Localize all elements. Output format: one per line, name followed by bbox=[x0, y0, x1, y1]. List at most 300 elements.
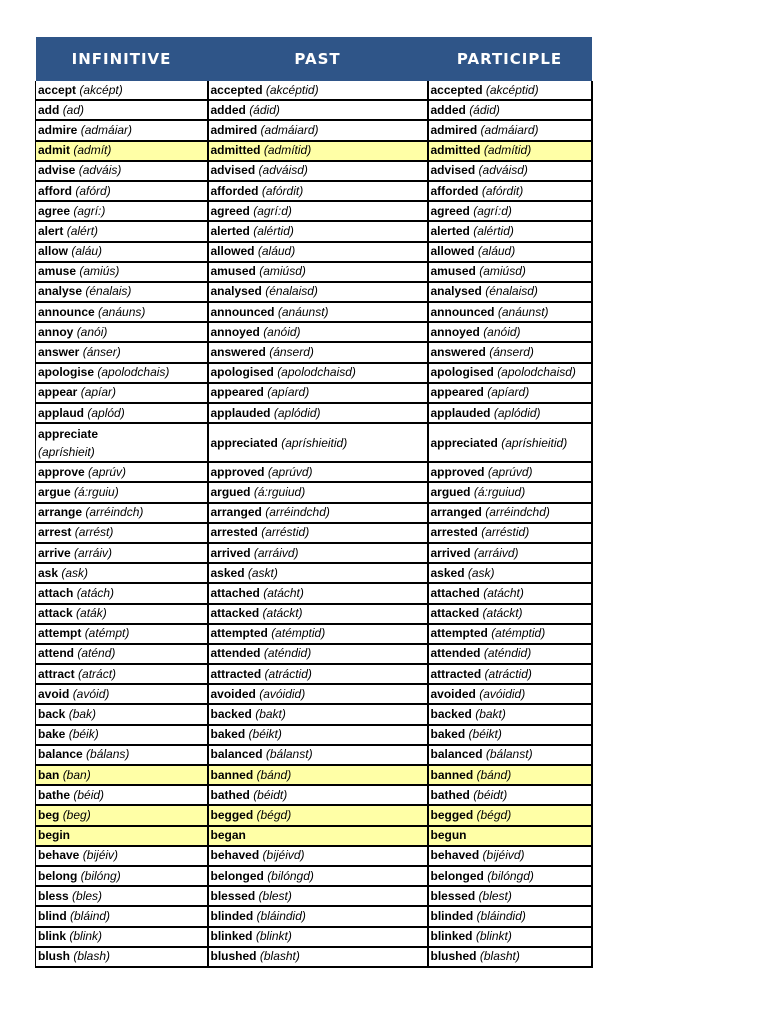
pronunciation: (afórd) bbox=[75, 183, 111, 198]
infinitive-cell bbox=[36, 785, 208, 805]
verb-form: attempted bbox=[210, 626, 268, 641]
participle-cell bbox=[428, 302, 592, 322]
verb-form: agreed bbox=[430, 203, 470, 218]
pronunciation: (aprúvd) bbox=[487, 464, 533, 479]
verb-form: avoided bbox=[430, 686, 476, 701]
table-row bbox=[36, 846, 592, 866]
verb-form: begged bbox=[430, 807, 474, 822]
pronunciation: (agrí:) bbox=[73, 203, 106, 218]
participle-cell bbox=[428, 906, 592, 926]
pronunciation: (ad) bbox=[62, 102, 85, 117]
pronunciation: (blasht) bbox=[479, 949, 520, 964]
verb-form: accepted bbox=[210, 82, 263, 97]
verb-form: analysed bbox=[210, 284, 262, 299]
verb-form: accepted bbox=[430, 82, 483, 97]
pronunciation: (alértid) bbox=[253, 223, 294, 238]
verb-form: analyse bbox=[38, 284, 83, 299]
pronunciation: (apríshieitid) bbox=[501, 435, 568, 450]
table-row bbox=[36, 583, 592, 603]
pronunciation: (á:rguiud) bbox=[253, 484, 306, 499]
verb-form: arrest bbox=[38, 525, 72, 540]
verb-form: attacked bbox=[430, 606, 480, 621]
pronunciation: (aprúv) bbox=[88, 464, 127, 479]
table-row bbox=[36, 785, 592, 805]
past-cell bbox=[208, 161, 428, 181]
past-cell bbox=[208, 462, 428, 482]
pronunciation: (aláud) bbox=[257, 244, 296, 259]
verb-form: amuse bbox=[38, 264, 77, 279]
verb-form: answer bbox=[38, 345, 80, 360]
pronunciation: (ask) bbox=[61, 565, 89, 580]
verb-form: apologised bbox=[430, 365, 494, 380]
participle-cell bbox=[428, 423, 592, 462]
verb-form: baked bbox=[430, 727, 466, 742]
verb-form: agreed bbox=[210, 203, 250, 218]
infinitive-cell bbox=[36, 120, 208, 140]
infinitive-cell bbox=[36, 583, 208, 603]
pronunciation: (afórdit) bbox=[481, 183, 524, 198]
participle-cell bbox=[428, 704, 592, 724]
pronunciation: (atácht) bbox=[483, 585, 524, 600]
pronunciation: (béikt) bbox=[468, 727, 502, 742]
pronunciation: (ádid) bbox=[469, 102, 500, 117]
verb-table-body bbox=[36, 81, 592, 967]
pronunciation: (apíard) bbox=[487, 385, 530, 400]
table-row bbox=[36, 624, 592, 644]
verb-form: banned bbox=[210, 767, 254, 782]
participle-cell bbox=[428, 120, 592, 140]
table-row bbox=[36, 805, 592, 825]
verb-form: blinked bbox=[430, 929, 473, 944]
pronunciation: (béik) bbox=[68, 727, 99, 742]
pronunciation: (á:rguiud) bbox=[473, 484, 526, 499]
pronunciation: (admáiard) bbox=[260, 122, 319, 137]
past-cell bbox=[208, 302, 428, 322]
table-row bbox=[36, 906, 592, 926]
infinitive-cell bbox=[36, 826, 208, 846]
verb-form: blushed bbox=[430, 949, 477, 964]
table-row bbox=[36, 383, 592, 403]
verb-form: belonged bbox=[210, 868, 264, 883]
pronunciation: (akcéptid) bbox=[265, 82, 319, 97]
verb-form: behaved bbox=[430, 848, 480, 863]
verb-form: blind bbox=[38, 908, 67, 923]
table-row bbox=[36, 100, 592, 120]
pronunciation: (aláud) bbox=[477, 244, 516, 259]
infinitive-cell bbox=[36, 282, 208, 302]
infinitive-cell bbox=[36, 482, 208, 502]
pronunciation: (ban) bbox=[62, 767, 91, 782]
past-cell bbox=[208, 482, 428, 502]
table-row bbox=[36, 826, 592, 846]
verb-form: answered bbox=[210, 345, 266, 360]
participle-cell bbox=[428, 604, 592, 624]
pronunciation: (blest) bbox=[258, 888, 292, 903]
pronunciation: (admítid) bbox=[263, 143, 312, 158]
past-cell bbox=[208, 423, 428, 462]
verb-form: blinded bbox=[430, 908, 474, 923]
pronunciation: (atácht) bbox=[263, 585, 304, 600]
verb-form: announced bbox=[210, 304, 275, 319]
verb-form: alert bbox=[38, 223, 64, 238]
participle-cell bbox=[428, 221, 592, 241]
table-row bbox=[36, 462, 592, 482]
verb-form: arrested bbox=[430, 525, 478, 540]
past-cell bbox=[208, 363, 428, 383]
infinitive-cell bbox=[36, 664, 208, 684]
participle-cell bbox=[428, 383, 592, 403]
past-cell bbox=[208, 644, 428, 664]
participle-cell bbox=[428, 342, 592, 362]
table-row bbox=[36, 745, 592, 765]
verb-form: backed bbox=[430, 707, 472, 722]
pronunciation: (bijéivd) bbox=[262, 848, 305, 863]
table-row bbox=[36, 181, 592, 201]
verb-form: attach bbox=[38, 585, 74, 600]
pronunciation: (blest) bbox=[478, 888, 512, 903]
verb-form: applauded bbox=[210, 405, 271, 420]
pronunciation: (afórdit) bbox=[261, 183, 304, 198]
pronunciation: (blinkt) bbox=[255, 929, 292, 944]
infinitive-cell bbox=[36, 81, 208, 100]
table-row bbox=[36, 363, 592, 383]
past-cell bbox=[208, 100, 428, 120]
verb-form: annoyed bbox=[430, 324, 480, 339]
table-row bbox=[36, 543, 592, 563]
pronunciation: (bégd) bbox=[476, 807, 512, 822]
pronunciation: (blinkt) bbox=[475, 929, 512, 944]
verb-form: attacked bbox=[210, 606, 260, 621]
participle-cell bbox=[428, 503, 592, 523]
pronunciation: (avóidid) bbox=[259, 686, 306, 701]
pronunciation: (avóidid) bbox=[479, 686, 526, 701]
verb-form: argued bbox=[430, 484, 471, 499]
infinitive-cell bbox=[36, 805, 208, 825]
past-cell bbox=[208, 81, 428, 100]
pronunciation: (bégd) bbox=[256, 807, 292, 822]
verb-form: admit bbox=[38, 143, 71, 158]
verb-form: approved bbox=[210, 464, 265, 479]
pronunciation: (alért) bbox=[66, 223, 99, 238]
table-row bbox=[36, 221, 592, 241]
pronunciation: (béikt) bbox=[248, 727, 282, 742]
verb-form: attract bbox=[38, 666, 75, 681]
pronunciation: (arréindchd) bbox=[485, 505, 550, 520]
pronunciation: (agrí:d) bbox=[473, 203, 512, 218]
verb-form: admitted bbox=[430, 143, 481, 158]
past-cell bbox=[208, 120, 428, 140]
participle-cell bbox=[428, 322, 592, 342]
pronunciation: (arréstid) bbox=[261, 525, 310, 540]
past-cell bbox=[208, 765, 428, 785]
verb-form: avoid bbox=[38, 686, 70, 701]
past-cell bbox=[208, 221, 428, 241]
pronunciation: (apíar) bbox=[80, 385, 117, 400]
participle-cell bbox=[428, 543, 592, 563]
pronunciation: (bijéivd) bbox=[482, 848, 525, 863]
pronunciation: (ánserd) bbox=[489, 345, 534, 360]
past-cell bbox=[208, 322, 428, 342]
pronunciation: (arréindchd) bbox=[265, 505, 330, 520]
participle-cell bbox=[428, 866, 592, 886]
past-cell bbox=[208, 906, 428, 926]
verb-form: belonged bbox=[430, 868, 484, 883]
infinitive-cell bbox=[36, 684, 208, 704]
past-cell bbox=[208, 846, 428, 866]
verb-form: appreciate bbox=[38, 426, 99, 441]
infinitive-cell bbox=[36, 543, 208, 563]
table-row bbox=[36, 322, 592, 342]
past-cell bbox=[208, 383, 428, 403]
verb-form: appeared bbox=[210, 385, 264, 400]
infinitive-cell bbox=[36, 523, 208, 543]
participle-cell bbox=[428, 100, 592, 120]
participle-cell bbox=[428, 403, 592, 423]
verb-form: attached bbox=[210, 585, 260, 600]
pronunciation: (aplódid) bbox=[493, 405, 541, 420]
infinitive-cell bbox=[36, 181, 208, 201]
pronunciation: (admáiar) bbox=[80, 122, 133, 137]
verb-form: arranged bbox=[210, 505, 262, 520]
past-cell bbox=[208, 282, 428, 302]
verb-form: applaud bbox=[38, 405, 85, 420]
verb-form: belong bbox=[38, 868, 78, 883]
verb-form: advised bbox=[210, 163, 256, 178]
verb-form: beg bbox=[38, 807, 60, 822]
verb-form: banned bbox=[430, 767, 474, 782]
verb-form: announced bbox=[430, 304, 495, 319]
participle-cell bbox=[428, 523, 592, 543]
table-row bbox=[36, 141, 592, 161]
table-row bbox=[36, 927, 592, 947]
infinitive-cell bbox=[36, 947, 208, 967]
pronunciation: (aténd) bbox=[77, 646, 116, 661]
past-cell bbox=[208, 785, 428, 805]
pronunciation: (aténdid) bbox=[263, 646, 312, 661]
infinitive-cell bbox=[36, 503, 208, 523]
verb-form: answered bbox=[430, 345, 486, 360]
pronunciation: (arrést) bbox=[74, 525, 114, 540]
past-cell bbox=[208, 604, 428, 624]
pronunciation: (bilóngd) bbox=[267, 868, 314, 883]
verb-form: annoy bbox=[38, 324, 74, 339]
participle-cell bbox=[428, 201, 592, 221]
past-cell bbox=[208, 704, 428, 724]
verb-form: blessed bbox=[210, 888, 256, 903]
verb-form: argued bbox=[210, 484, 251, 499]
verb-form: advised bbox=[430, 163, 476, 178]
past-cell bbox=[208, 805, 428, 825]
past-cell bbox=[208, 563, 428, 583]
participle-cell bbox=[428, 462, 592, 482]
table-row bbox=[36, 765, 592, 785]
table-row bbox=[36, 704, 592, 724]
participle-cell bbox=[428, 81, 592, 100]
past-cell bbox=[208, 866, 428, 886]
table-row bbox=[36, 423, 592, 462]
participle-cell bbox=[428, 927, 592, 947]
pronunciation: (atémpt) bbox=[84, 626, 130, 641]
pronunciation: (arráiv) bbox=[74, 545, 113, 560]
pronunciation: (blink) bbox=[69, 929, 103, 944]
pronunciation: (énalais) bbox=[85, 284, 132, 299]
participle-cell bbox=[428, 826, 592, 846]
verb-form: applauded bbox=[430, 405, 491, 420]
participle-cell bbox=[428, 745, 592, 765]
verb-form: arrive bbox=[38, 545, 71, 560]
pronunciation: (amiús) bbox=[79, 264, 120, 279]
infinitive-cell bbox=[36, 604, 208, 624]
verb-form: afford bbox=[38, 183, 72, 198]
table-row bbox=[36, 242, 592, 262]
pronunciation: (admít) bbox=[73, 143, 112, 158]
pronunciation: (agrí:d) bbox=[253, 203, 292, 218]
pronunciation: (blasht) bbox=[259, 949, 300, 964]
verb-form: began bbox=[210, 828, 246, 843]
infinitive-cell bbox=[36, 624, 208, 644]
pronunciation: (béidt) bbox=[253, 787, 288, 802]
pronunciation: (bilóng) bbox=[80, 868, 121, 883]
table-row bbox=[36, 604, 592, 624]
verb-form: begun bbox=[430, 828, 467, 843]
table-row bbox=[36, 664, 592, 684]
pronunciation: (adváisd) bbox=[258, 163, 308, 178]
participle-cell bbox=[428, 141, 592, 161]
verb-form: afforded bbox=[210, 183, 259, 198]
verb-form: behaved bbox=[210, 848, 260, 863]
pronunciation: (apríshieitid) bbox=[281, 435, 348, 450]
verb-form: analysed bbox=[430, 284, 482, 299]
pronunciation: (bles) bbox=[72, 888, 103, 903]
participle-cell bbox=[428, 886, 592, 906]
verb-form: amused bbox=[210, 264, 256, 279]
verb-form: annoyed bbox=[210, 324, 260, 339]
verb-form: back bbox=[38, 707, 66, 722]
verb-form: bathed bbox=[210, 787, 250, 802]
pronunciation: (apolodchais) bbox=[97, 365, 170, 380]
pronunciation: (aplódid) bbox=[273, 405, 321, 420]
pronunciation: (anáuns) bbox=[98, 304, 146, 319]
pronunciation: (admáiard) bbox=[480, 122, 539, 137]
table-row bbox=[36, 482, 592, 502]
infinitive-cell bbox=[36, 302, 208, 322]
past-cell bbox=[208, 745, 428, 765]
past-cell bbox=[208, 624, 428, 644]
pronunciation: (akcépt) bbox=[79, 82, 123, 97]
verb-form: ban bbox=[38, 767, 60, 782]
infinitive-cell bbox=[36, 161, 208, 181]
past-cell bbox=[208, 725, 428, 745]
pronunciation: (alértid) bbox=[473, 223, 514, 238]
pronunciation: (atráctid) bbox=[484, 666, 532, 681]
verb-form: add bbox=[38, 102, 60, 117]
pronunciation: (bakt) bbox=[255, 707, 286, 722]
participle-cell bbox=[428, 805, 592, 825]
infinitive-cell bbox=[36, 886, 208, 906]
pronunciation: (blash) bbox=[73, 949, 111, 964]
table-row bbox=[36, 563, 592, 583]
infinitive-cell bbox=[36, 725, 208, 745]
verb-form: argue bbox=[38, 484, 71, 499]
pronunciation: (akcéptid) bbox=[485, 82, 539, 97]
participle-cell bbox=[428, 282, 592, 302]
past-cell bbox=[208, 403, 428, 423]
infinitive-cell bbox=[36, 927, 208, 947]
verb-form: appreciated bbox=[210, 435, 278, 450]
participle-cell bbox=[428, 624, 592, 644]
verb-form: blinded bbox=[210, 908, 254, 923]
verb-form: appear bbox=[38, 385, 78, 400]
verb-form: added bbox=[210, 102, 246, 117]
participle-cell bbox=[428, 846, 592, 866]
pronunciation: (atáckt) bbox=[262, 606, 303, 621]
pronunciation: (bánd) bbox=[476, 767, 512, 782]
pronunciation: (bláind) bbox=[70, 908, 111, 923]
verb-form: attracted bbox=[430, 666, 482, 681]
verb-form: allowed bbox=[430, 244, 475, 259]
participle-cell bbox=[428, 583, 592, 603]
infinitive-cell bbox=[36, 201, 208, 221]
verb-form: accept bbox=[38, 82, 77, 97]
past-cell bbox=[208, 583, 428, 603]
pronunciation: (ádid) bbox=[249, 102, 280, 117]
pronunciation: (bálans) bbox=[86, 747, 130, 762]
verb-form: allowed bbox=[210, 244, 255, 259]
verb-form: appeared bbox=[430, 385, 484, 400]
past-cell bbox=[208, 523, 428, 543]
past-cell bbox=[208, 886, 428, 906]
table-row bbox=[36, 81, 592, 100]
pronunciation: (apolodchaisd) bbox=[497, 365, 576, 380]
pronunciation: (bláindid) bbox=[476, 908, 526, 923]
pronunciation: (atémptid) bbox=[491, 626, 546, 641]
table-row bbox=[36, 302, 592, 322]
pronunciation: (atáckt) bbox=[482, 606, 523, 621]
infinitive-cell bbox=[36, 704, 208, 724]
table-row bbox=[36, 342, 592, 362]
verb-form: announce bbox=[38, 304, 95, 319]
verb-form: agree bbox=[38, 203, 71, 218]
participle-cell bbox=[428, 644, 592, 664]
verb-form: afforded bbox=[430, 183, 479, 198]
verb-form: begin bbox=[38, 828, 70, 843]
verb-form: balance bbox=[38, 747, 83, 762]
pronunciation: (atráctid) bbox=[264, 666, 312, 681]
participle-cell bbox=[428, 363, 592, 383]
verb-form: bathed bbox=[430, 787, 470, 802]
verb-form: ask bbox=[38, 565, 59, 580]
past-cell bbox=[208, 826, 428, 846]
table-row bbox=[36, 644, 592, 664]
verb-form: avoided bbox=[210, 686, 256, 701]
verb-form: blink bbox=[38, 929, 67, 944]
pronunciation: (adváis) bbox=[78, 163, 122, 178]
pronunciation: (béid) bbox=[73, 787, 105, 802]
pronunciation: (ánserd) bbox=[269, 345, 314, 360]
verb-form: attempted bbox=[430, 626, 488, 641]
pronunciation: (aplód) bbox=[87, 405, 125, 420]
participle-cell bbox=[428, 181, 592, 201]
pronunciation: (amiúsd) bbox=[479, 264, 526, 279]
verb-form: alerted bbox=[430, 223, 470, 238]
verb-form: appreciated bbox=[430, 435, 498, 450]
pronunciation: (askt) bbox=[247, 565, 278, 580]
verb-form: amused bbox=[430, 264, 476, 279]
participle-cell bbox=[428, 765, 592, 785]
pronunciation: (apríshieit) bbox=[38, 444, 95, 459]
past-cell bbox=[208, 342, 428, 362]
verb-form: arrange bbox=[38, 505, 83, 520]
